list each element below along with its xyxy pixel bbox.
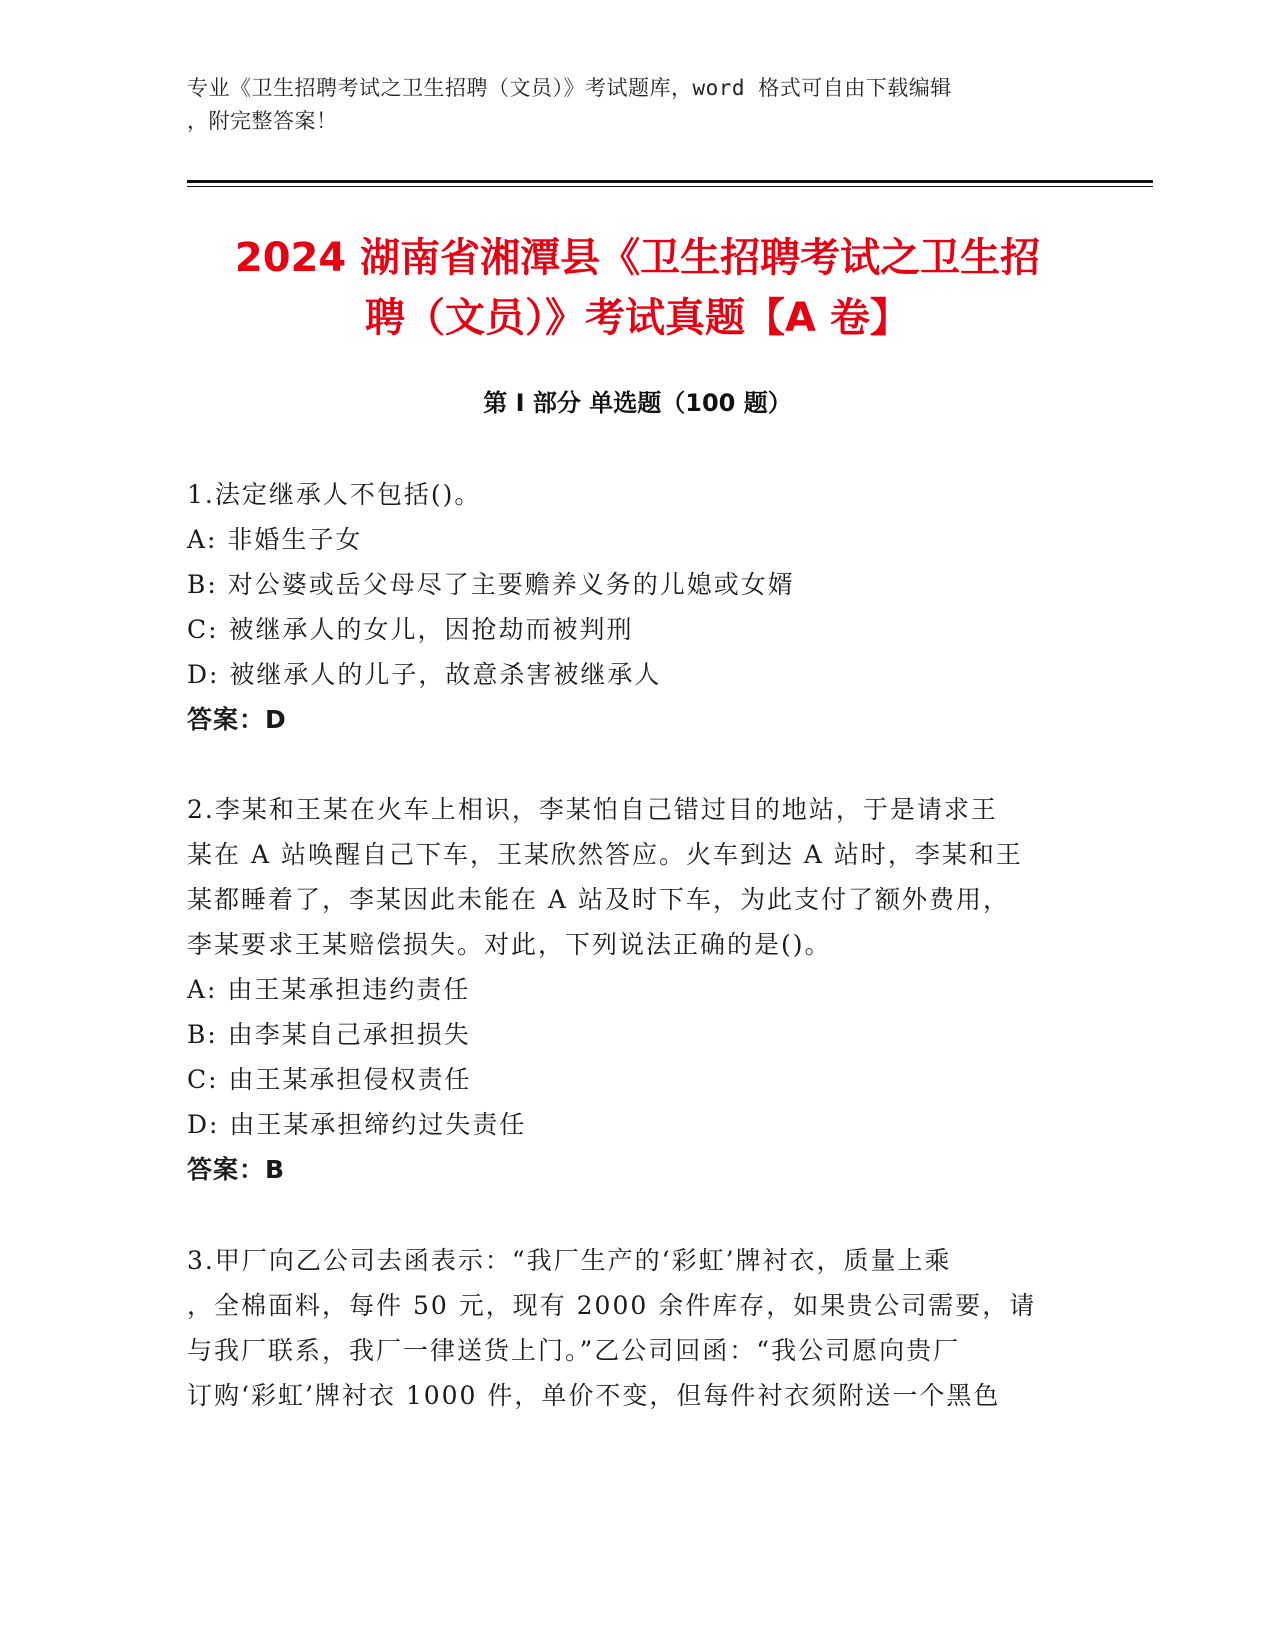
answer: 答案：B xyxy=(187,1155,286,1184)
section-heading: 第 I 部分 单选题（100 题） xyxy=(483,389,792,417)
question-stem-line: ，全棉面料，每件 50 元，现有 2000 余件库存，如果贵公司需要，请 xyxy=(187,1291,1037,1320)
question-stem-line: 某在 A 站唤醒自己下车，王某欣然答应。火车到达 A 站时，李某和王 xyxy=(187,840,1023,869)
option-a: A: 非婚生子女 xyxy=(187,525,363,554)
question-stem-line: 2.李某和王某在火车上相识，李某怕自己错过目的地站，于是请求王 xyxy=(187,795,998,824)
header-rule-thick xyxy=(187,180,1153,183)
option-d: D: 由王某承担缔约过失责任 xyxy=(187,1110,527,1139)
header-note-line-1: 专业《卫生招聘考试之卫生招聘（文员）》考试题库，word 格式可自由下载编辑 xyxy=(187,76,952,100)
document-title-line-1: 2024 湖南省湘潭县《卫生招聘考试之卫生招 xyxy=(234,235,1041,281)
question-stem-line: 与我厂联系，我厂一律送货上门。”乙公司回函：“我公司愿向贵厂 xyxy=(187,1336,961,1365)
document-title xyxy=(150,228,1125,348)
question-stem-line: 订购‘彩虹’牌衬衣 1000 件，单价不变，但每件衬衣须附送一个黑色 xyxy=(187,1381,1001,1410)
header-note-line-2: ，附完整答案！ xyxy=(187,109,338,133)
option-c: C: 由王某承担侵权责任 xyxy=(187,1065,472,1094)
question-stem-line: 3.甲厂向乙公司去函表示：“我厂生产的‘彩虹’牌衬衣，质量上乘 xyxy=(187,1246,952,1275)
option-b: B: 由李某自己承担损失 xyxy=(187,1020,471,1049)
header-rule-thin xyxy=(187,186,1153,187)
header-note xyxy=(187,72,1087,138)
option-a: A: 由王某承担违约责任 xyxy=(187,975,471,1004)
document-title-line-2: 聘（文员）》考试真题【A 卷】 xyxy=(365,295,910,341)
option-c: C: 被继承人的女儿，因抢劫而被判刑 xyxy=(187,615,634,644)
question-stem-line: 1.法定继承人不包括()。 xyxy=(187,480,482,509)
option-b: B: 对公婆或岳父母尽了主要赡养义务的儿媳或女婿 xyxy=(187,570,795,599)
question-2 xyxy=(187,787,1067,1192)
question-stem-line: 某都睡着了，李某因此未能在 A 站及时下车，为此支付了额外费用， xyxy=(187,885,1010,914)
question-1 xyxy=(187,472,1067,742)
question-stem-line: 李某要求王某赔偿损失。对此，下列说法正确的是()。 xyxy=(187,930,832,959)
question-3 xyxy=(187,1238,1067,1418)
option-d: D: 被继承人的儿子，故意杀害被继承人 xyxy=(187,660,662,689)
answer: 答案：D xyxy=(187,705,287,734)
